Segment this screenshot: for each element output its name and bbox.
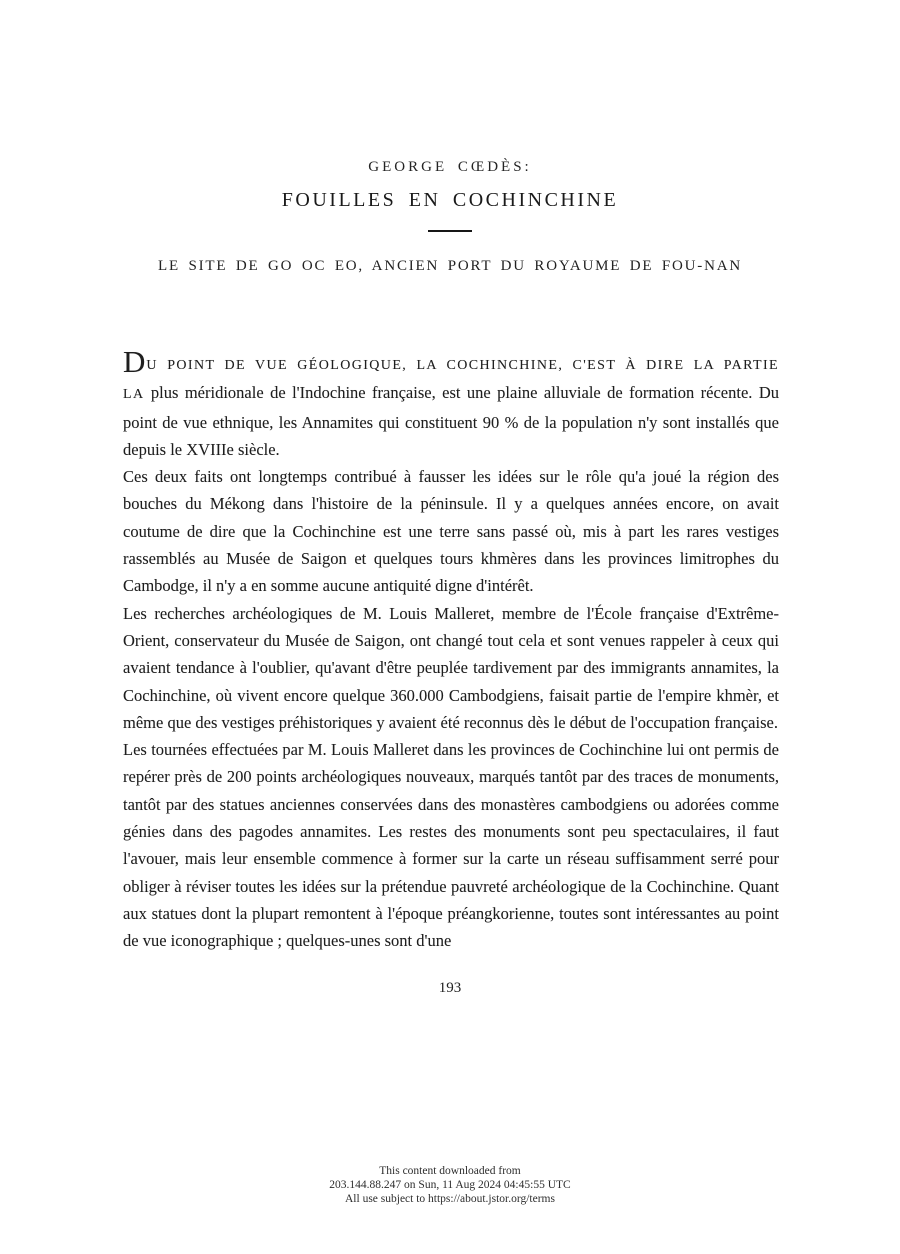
lead-caps-text: U POINT DE VUE GÉOLOGIQUE, LA COCHINCHINE, C'EST À DIRE LA PARTIE LA: [123, 358, 779, 403]
article-body: [123, 346, 779, 955]
author-line: GEORGE CŒDÈS:: [368, 159, 532, 175]
article-header: [0, 158, 900, 276]
article-subtitle: LE SITE DE GO OC EO, ANCIEN PORT DU ROYAUME DE FOU-NAN: [157, 258, 742, 274]
footer-line-download: This content downloaded from: [379, 1165, 521, 1177]
page-number: 193: [438, 980, 462, 996]
paragraph: Les tournées effectuées par M. Louis Malleret dans les provinces de Cochinchine lui ont permis de repérer près de 200 points archéologiques nouveaux, marqués tantôt par des traces de monuments, tantôt par des statues anciennes conservées dans des monastères cambodgiens ou adorées comme génies dans des pagodes annamites. Les restes des monuments sont peu spectaculaires, il faut l'avouer, mais leur ensemble commence à former sur la carte un réseau suffisamment serré pour obliger à réviser toutes les idées sur la prétendue pauvreté archéologique de la Cochinchine. Quant aux statues dont la plupart remontent à l'époque préangkorienne, toutes sont intéressantes au point de vue iconographique ; quelques-unes sont d'une: [123, 740, 779, 951]
footer-line-ip-date: 203.144.88.247 on Sun, 11 Aug 2024 04:45:55 UTC: [329, 1179, 571, 1191]
paragraph-first: [123, 346, 779, 463]
paragraph: Les recherches archéologiques de M. Louis Malleret, membre de l'École française d'Extrême-Orient, conservateur du Musée de Saigon, ont changé tout cela et sont venues rappeler à ceux qui avaient tendance à l'oublier, qu'avant d'être peuplée tardivement par des immigrants annamites, la Cochinchine, où vivent encore quelque 360.000 Cambodgiens, faisait partie de l'empire khmèr, et même que des vestiges préhistoriques y avaient été reconnus dès le début de l'occupation française.: [123, 603, 779, 732]
footer-line-terms: All use subject to https://about.jstor.org/terms: [345, 1193, 555, 1205]
dropcap-initial: D: [123, 344, 147, 379]
title-rule-divider: [428, 230, 472, 232]
paragraph: Ces deux faits ont longtemps contribué à fausser les idées sur le rôle qu'a joué la région des bouches du Mékong dans l'histoire de la péninsule. Il y a quelques années encore, on avait coutume de dire que la Cochinchine est une terre sans passé où, mis à part les rares vestiges rassemblés au Musée de Saigon et quelques tours khmères dans les provinces limitrophes du Cambodge, il n'y a en somme aucune antiquité digne d'intérêt.: [123, 467, 779, 596]
jstor-footer: [0, 1164, 900, 1206]
article-title: FOUILLES EN COCHINCHINE: [281, 189, 619, 211]
paragraph-first-rest: plus méridionale de l'Indochine française, est une plaine alluviale de formation récente. Du point de vue ethnique, les Annamites qui constituent 90 % de la population n'y sont installés que depuis le XVIIIe siècle.: [123, 383, 780, 459]
